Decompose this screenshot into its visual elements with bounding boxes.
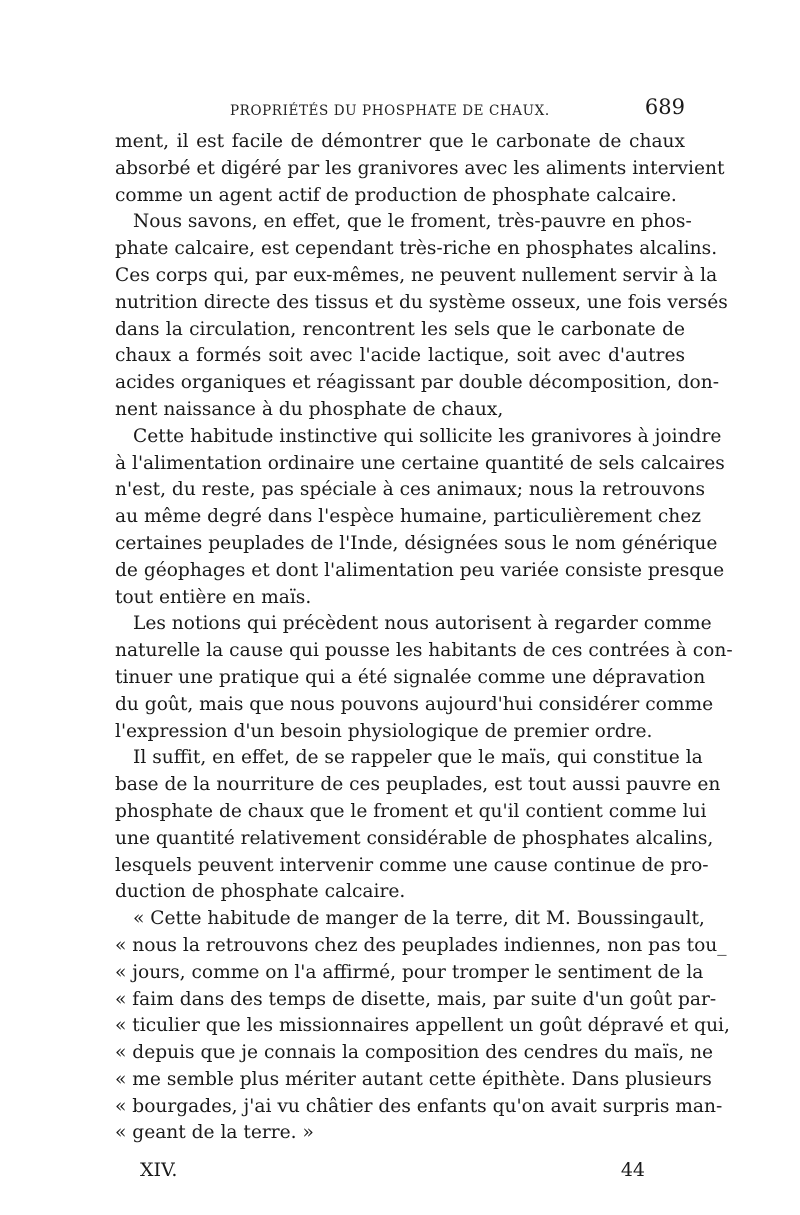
sheet-number: 44 [620, 1159, 645, 1181]
text-line: nutrition directe des tissus et du système osseux, une fois versés [115, 291, 728, 313]
text-line: « nous la retrouvons chez des peuplades indiennes, non pas tou_ [115, 934, 727, 956]
text-line: « bourgades, j'ai vu châtier des enfants qu'on avait surpris man- [115, 1095, 723, 1117]
text-line: Il suffit, en effet, de se rappeler que le maïs, qui constitue la [133, 747, 703, 769]
paragraph [115, 424, 725, 612]
text-line: chaux a formés soit avec l'acide lactique, soit avec d'autres [115, 345, 685, 367]
text-line: Les notions qui précèdent nous autorisent à regarder comme [133, 613, 712, 635]
text-line: lesquels peuvent intervenir comme une cause continue de pro- [115, 854, 709, 876]
text-line: nent naissance à du phosphate de chaux, [115, 398, 504, 420]
paragraph [115, 611, 733, 745]
paragraph [115, 129, 725, 209]
text-line: « ticulier que les missionnaires appellent un goût dépravé et qui, [115, 1015, 730, 1037]
paragraph [115, 745, 721, 906]
paragraph [115, 209, 728, 423]
text-line: Cette habitude instinctive qui sollicite les granivores à joindre [133, 425, 722, 447]
text-line: l'expression d'un besoin physiologique de premier ordre. [115, 720, 653, 742]
text-line: phosphate de chaux que le froment et qu'il contient comme lui [115, 800, 707, 822]
text-line: tout entière en maïs. [115, 586, 312, 608]
text-line: naturelle la cause qui pousse les habitants de ces contrées à con- [115, 640, 733, 662]
body-text [115, 129, 733, 1147]
text-line: dans la circulation, rencontrent les sels que le carbonate de [115, 318, 685, 340]
text-line: ment, il est facile de démontrer que le carbonate de chaux [115, 131, 685, 152]
text-line: absorbé et digéré par les granivores avec les aliments intervient [115, 157, 725, 179]
text-line: certaines peuplades de l'Inde, désignées sous le nom générique [115, 532, 718, 554]
text-line: « faim dans des temps de disette, mais, par suite d'un goût par- [115, 988, 717, 1010]
text-line: de géophages et dont l'alimentation peu variée consiste presque [115, 559, 725, 581]
text-line: du goût, mais que nous pouvons aujourd'hui considérer comme [115, 693, 714, 715]
text-line: Ces corps qui, par eux-mêmes, ne peuvent nullement servir à la [115, 264, 718, 286]
text-line: tinuer une pratique qui a été signalée comme une dépravation [115, 666, 706, 688]
text-line: « jours, comme on l'a affirmé, pour tromper le sentiment de la [115, 961, 704, 983]
text-line: au même degré dans l'espèce humaine, particulièrement chez [115, 506, 702, 528]
page-footer [140, 1159, 645, 1187]
text-line: « depuis que je connais la composition des cendres du maïs, ne [115, 1042, 714, 1064]
text-line: acides organiques et réagissant par double décomposition, don- [115, 372, 719, 394]
text-line: Nous savons, en effet, que le froment, très-pauvre en phos- [133, 211, 692, 233]
text-line: à l'alimentation ordinaire une certaine quantité de sels calcaires [115, 452, 725, 474]
signature-mark: XIV. [140, 1159, 178, 1181]
text-line: phate calcaire, est cependant très-riche en phosphates alcalins. [115, 238, 718, 260]
text-line: « Cette habitude de manger de la terre, dit M. Boussingault, [133, 908, 705, 930]
text-line: n'est, du reste, pas spéciale à ces animaux; nous la retrouvons [115, 479, 706, 501]
text-line: comme un agent actif de production de phosphate calcaire. [115, 184, 677, 206]
text-line: base de la nourriture de ces peuplades, est tout aussi pauvre en [115, 774, 721, 796]
page-number: 689 [644, 95, 685, 119]
text-line: « me semble plus mériter autant cette épithète. Dans plusieurs [115, 1068, 712, 1090]
text-line: « geant de la terre. » [115, 1122, 314, 1144]
text-line: une quantité relativement considérable de phosphates alcalins, [115, 827, 714, 849]
paragraph [115, 906, 730, 1147]
running-title: PROPRIÉTÉS DU PHOSPHATE DE CHAUX. [230, 103, 550, 119]
text-line: duction de phosphate calcaire. [115, 881, 406, 903]
page-header [115, 95, 685, 125]
